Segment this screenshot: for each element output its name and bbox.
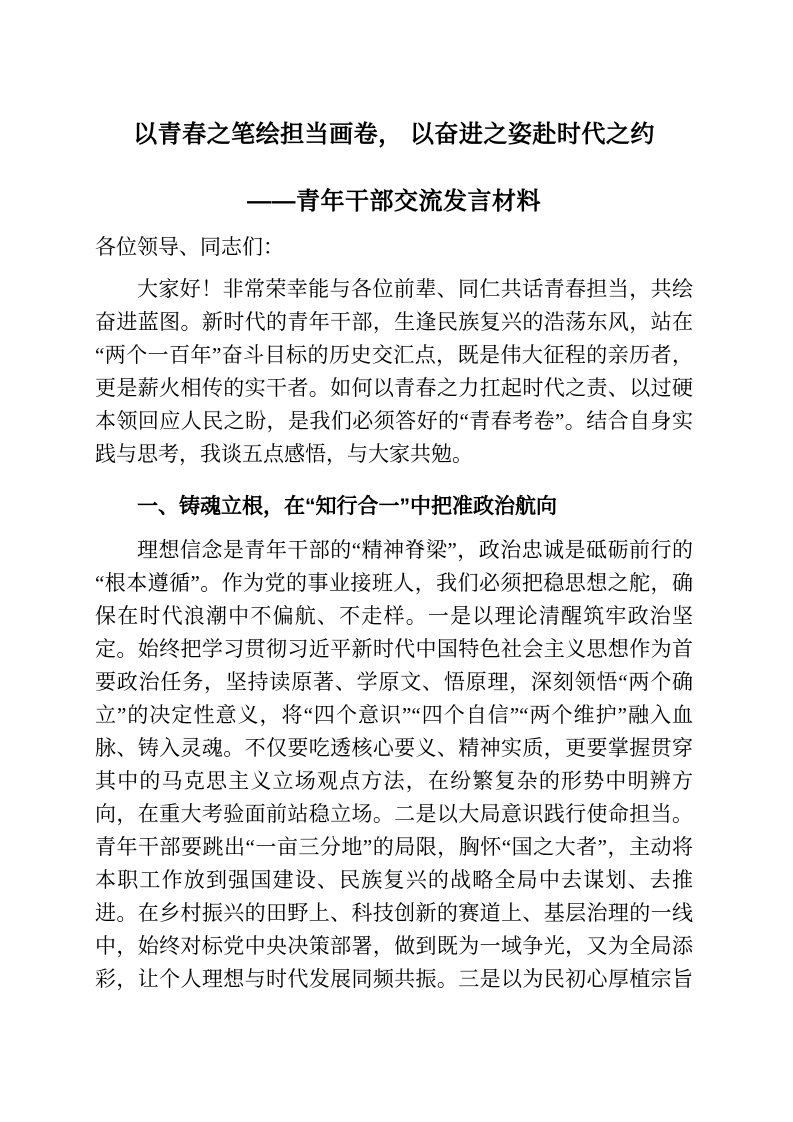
text-line: 青年干部要跳出“一亩三分地”的局限，胸怀“国之大者”，主动将 [95, 835, 693, 859]
paragraph-section-1 [95, 534, 693, 996]
document-title: 以青春之笔绘担当画卷， 以奋进之姿赴时代之约 [133, 121, 655, 148]
paragraph-opening [95, 273, 693, 471]
text-line: 本职工作放到强国建设、民族复兴的战略全局中去谋划、去推 [95, 868, 693, 892]
text-line: 本领回应人民之盼，是我们必须答好的“青春考卷”。结合自身实 [95, 409, 693, 433]
section-1-heading: 一、铸魂立根，在“知行合一”中把准政治航向 [137, 495, 557, 518]
text-line: 践与思考，我谈五点感悟，与大家共勉。 [95, 442, 473, 466]
salutation: 各位领导、同志们： [95, 235, 284, 259]
text-line: 大家好！非常荣幸能与各位前辈、同仁共话青春担当，共绘 [137, 277, 693, 301]
text-line: 进。在乡村振兴的田野上、科技创新的赛道上、基层治理的一线 [95, 901, 693, 925]
text-line: 要政治任务，坚持读原著、学原文、悟原理，深刻领悟“两个确 [95, 670, 693, 694]
text-line: 彩，让个人理想与时代发展同频共振。三是以为民初心厚植宗旨 [95, 967, 693, 991]
document-subtitle: ——青年干部交流发言材料 [247, 188, 541, 215]
text-line: 其中的马克思主义立场观点方法，在纷繁复杂的形势中明辨方 [95, 769, 693, 793]
text-line: 奋进蓝图。新时代的青年干部，生逢民族复兴的浩荡东风，站在 [95, 310, 693, 334]
text-line: 向，在重大考验面前站稳立场。二是以大局意识践行使命担当。 [95, 802, 693, 826]
text-line: 更是薪火相传的实干者。如何以青春之力扛起时代之责、以过硬 [95, 376, 693, 400]
text-line: 中，始终对标党中央决策部署，做到既为一域争光，又为全局添 [95, 934, 693, 958]
text-line: 保在时代浪潮中不偏航、不走样。一是以理论清醒筑牢政治坚 [95, 604, 693, 628]
text-line: 脉、铸入灵魂。不仅要吃透核心要义、精神实质，更要掌握贯穿 [95, 736, 693, 760]
text-line: “两个一百年”奋斗目标的历史交汇点，既是伟大征程的亲历者， [95, 343, 693, 367]
text-line: 定。始终把学习贯彻习近平新时代中国特色社会主义思想作为首 [95, 637, 693, 661]
text-line: 立”的决定性意义，将“四个意识”“四个自信”“两个维护”融入血 [95, 703, 693, 727]
text-line: 理想信念是青年干部的“精神脊梁”，政治忠诚是砥砺前行的 [137, 538, 693, 562]
text-line: “根本遵循”。作为党的事业接班人，我们必须把稳思想之舵，确 [95, 571, 693, 595]
